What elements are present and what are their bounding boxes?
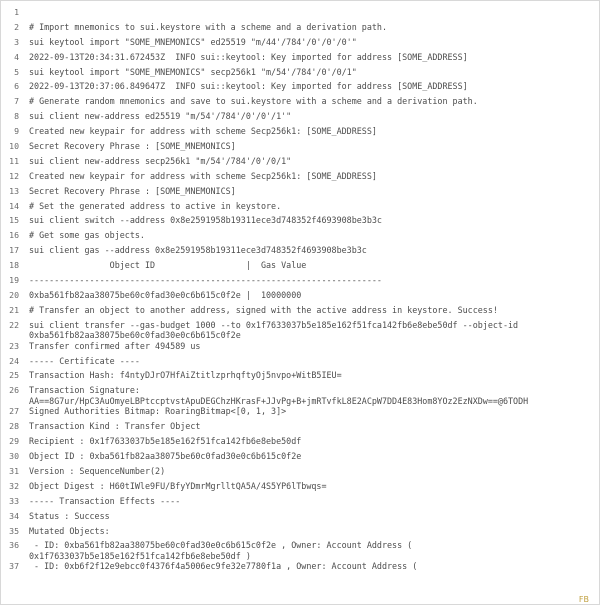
line-content: Recipient : 0x1f7633037b5e185e162f51fca142fb6e8ebe50df (29, 436, 302, 447)
line-number: 6 (14, 81, 19, 92)
code-line (1, 171, 599, 186)
line-content: ----- Transaction Effects ---- (29, 495, 181, 506)
code-line (1, 526, 599, 541)
line-number: 16 (9, 230, 19, 241)
line-content: sui client transfer --gas-budget 1000 --to 0x1f7633037b5e185e162f51fca142fb6e8ebe50df --object-id (29, 319, 519, 330)
line-number: 5 (14, 66, 19, 77)
code-line (1, 126, 599, 141)
line-text (29, 215, 599, 226)
line-text (29, 81, 599, 92)
line-number: 37 (9, 561, 19, 572)
line-number: 7 (14, 96, 19, 107)
code-line (1, 260, 599, 275)
line-content: sui keytool import "SOME_MNEMONICS" secp256k1 "m/54'/784'/0'/0/1" (29, 66, 357, 77)
code-line (1, 370, 599, 385)
line-content: sui client gas --address 0x8e2591958b19311ece3d748352f4693908be3b3c (29, 245, 367, 256)
watermark-logo: FB (578, 595, 589, 604)
line-number: 30 (9, 451, 19, 462)
line-content: 2022-09-13T20:34:31.672453Z INFO sui::keytool: Key imported for address [SOME_ADDRESS] (29, 51, 468, 62)
line-content: sui client switch --address 0x8e2591958b19311ece3d748352f4693908be3b3c (29, 215, 382, 226)
line-text (29, 406, 599, 417)
code-line (1, 215, 599, 230)
line-text (29, 186, 599, 197)
line-content: Object Digest : H60tIWle9FU/BfyYDmrMgrlltQA5A/4S5YP6lTbwqs= (29, 480, 327, 491)
line-text (29, 156, 599, 167)
code-line (1, 81, 599, 96)
line-content: Transfer confirmed after 494589 us (29, 340, 201, 351)
line-content: Transaction Hash: f4ntyDJrO7HfAiZtitlzprhqftyOj5nvpo+WitB5IEU= (29, 370, 342, 381)
line-number: 15 (9, 215, 19, 226)
line-text (29, 52, 599, 63)
line-number: 11 (9, 155, 19, 166)
line-content: # Set the generated address to active in keystore. (29, 200, 282, 211)
line-content: ---------------------------------------------------------------------- (29, 275, 382, 286)
line-number: 24 (9, 355, 19, 366)
code-line (1, 320, 599, 341)
line-text (29, 341, 599, 352)
line-content: Created new keypair for address with scheme Secp256k1: [SOME_ADDRESS] (29, 170, 377, 181)
line-number: 23 (9, 340, 19, 351)
code-line (1, 22, 599, 37)
code-line (1, 481, 599, 496)
code-line (1, 421, 599, 436)
line-text (29, 171, 599, 182)
line-number: 21 (9, 304, 19, 315)
code-line (1, 436, 599, 451)
line-content: Mutated Objects: (29, 525, 110, 536)
code-line (1, 466, 599, 481)
line-text (29, 540, 599, 561)
line-text (29, 260, 599, 271)
line-content: Transaction Kind : Transfer Object (29, 421, 201, 432)
line-content: Status : Success (29, 510, 110, 521)
line-content: Object ID : 0xba561fb82aa38075be60c0fad30e0c6b615c0f2e (29, 451, 302, 462)
line-text (29, 451, 599, 462)
code-line (1, 540, 599, 561)
line-text (29, 526, 599, 537)
line-text (29, 385, 599, 406)
line-text (29, 37, 599, 48)
line-text (29, 356, 599, 367)
code-line (1, 141, 599, 156)
line-text (29, 511, 599, 522)
line-content: Transaction Signature: (29, 385, 140, 396)
line-number: 27 (9, 406, 19, 417)
code-line (1, 37, 599, 52)
line-content: Object ID | Gas Value (29, 260, 307, 271)
code-line (1, 111, 599, 126)
line-content: 0xba561fb82aa38075be60c0fad30e0c6b615c0f2e | 10000000 (29, 289, 302, 300)
line-text (29, 290, 599, 301)
code-line (1, 305, 599, 320)
line-text (29, 22, 599, 33)
line-content: Secret Recovery Phrase : [SOME_MNEMONICS] (29, 185, 236, 196)
line-content: Secret Recovery Phrase : [SOME_MNEMONICS] (29, 141, 236, 152)
line-content: Version : SequenceNumber(2) (29, 465, 166, 476)
line-number: 33 (9, 495, 19, 506)
code-line (1, 341, 599, 356)
line-number: 32 (9, 480, 19, 491)
line-text (29, 230, 599, 241)
code-line (1, 230, 599, 245)
line-text (29, 496, 599, 507)
line-text (29, 111, 599, 122)
code-line (1, 275, 599, 290)
line-text (29, 561, 599, 572)
line-text (29, 421, 599, 432)
line-number: 36 (9, 540, 19, 551)
line-content-wrapped: 0xba561fb82aa38075be60c0fad30e0c6b615c0f2e (29, 330, 241, 341)
line-content: # Get some gas objects. (29, 230, 145, 241)
line-content: - ID: 0xb6f2f12e9ebcc0f4376f4a5006ec9fe32e7780f1a , Owner: Account Address ( (29, 561, 418, 572)
line-content-wrapped: 0x1f7633037b5e185e162f51fca142fb6e8ebe50df ) (29, 550, 251, 561)
code-line (1, 356, 599, 371)
line-number: 1 (14, 7, 19, 17)
line-content: Signed Authorities Bitmap: RoaringBitmap<[0, 1, 3]> (29, 406, 287, 417)
line-number: 20 (9, 289, 19, 300)
line-number: 31 (9, 465, 19, 476)
code-line (1, 511, 599, 526)
line-text (29, 466, 599, 477)
line-text (29, 275, 599, 286)
code-line (1, 67, 599, 82)
line-number: 2 (14, 21, 19, 32)
code-line (1, 496, 599, 511)
line-text (29, 436, 599, 447)
line-number: 8 (14, 111, 19, 122)
line-content: # Generate random mnemonics and save to sui.keystore with a scheme and a derivation path. (29, 96, 478, 107)
code-line (1, 7, 599, 22)
line-number: 29 (9, 436, 19, 447)
code-line (1, 451, 599, 466)
code-line (1, 52, 599, 67)
code-line (1, 385, 599, 406)
line-number: 28 (9, 421, 19, 432)
line-content: - ID: 0xba561fb82aa38075be60c0fad30e0c6b615c0f2e , Owner: Account Address ( (29, 540, 413, 551)
line-number: 12 (9, 170, 19, 181)
code-line (1, 245, 599, 260)
code-line (1, 406, 599, 421)
line-content: # Import mnemonics to sui.keystore with a scheme and a derivation path. (29, 21, 387, 32)
line-content: sui client new-address ed25519 "m/54'/784'/0'/0'/1'" (29, 111, 292, 122)
code-block (1, 7, 599, 576)
line-text (29, 67, 599, 78)
line-content-wrapped: AA==8G7ur/HpC3AuOmyeLBPtccptvstApuDEGChzHKrasF+JJvPg+B+jmRTvfkL8E2ACpW7DD4E83Hom8YOz2EzNXDw==@6TODH (29, 395, 529, 406)
line-content: ----- Certificate ---- (29, 355, 140, 366)
line-number: 14 (9, 200, 19, 211)
line-number: 25 (9, 370, 19, 381)
line-number: 19 (9, 275, 19, 286)
line-text (29, 201, 599, 212)
line-content: 2022-09-13T20:37:06.849647Z INFO sui::keytool: Key imported for address [SOME_ADDRESS] (29, 81, 468, 92)
line-text (29, 481, 599, 492)
line-content: sui keytool import "SOME_MNEMONICS" ed25519 "m/44'/784'/0'/0'/0'" (29, 36, 357, 47)
line-number: 26 (9, 385, 19, 396)
line-text (29, 305, 599, 316)
line-number: 10 (9, 141, 19, 152)
line-number: 9 (14, 126, 19, 137)
line-content: sui client new-address secp256k1 "m/54'/784'/0'/0/1" (29, 155, 292, 166)
line-text (29, 370, 599, 381)
code-line (1, 201, 599, 216)
code-line (1, 290, 599, 305)
line-number: 34 (9, 510, 19, 521)
line-number: 35 (9, 525, 19, 536)
line-number: 17 (9, 245, 19, 256)
line-number: 4 (14, 51, 19, 62)
line-text (29, 96, 599, 107)
code-line (1, 96, 599, 111)
line-text (29, 320, 599, 341)
line-number: 13 (9, 185, 19, 196)
line-number: 3 (14, 36, 19, 47)
line-content: # Transfer an object to another address, signed with the active address in keystore. Success! (29, 304, 498, 315)
code-line (1, 156, 599, 171)
line-text (29, 245, 599, 256)
code-line (1, 561, 599, 576)
line-text (29, 141, 599, 152)
line-number: 22 (9, 319, 19, 330)
line-text (29, 126, 599, 137)
code-line (1, 186, 599, 201)
line-number: 18 (9, 260, 19, 271)
line-content: Created new keypair for address with scheme Secp256k1: [SOME_ADDRESS] (29, 126, 377, 137)
